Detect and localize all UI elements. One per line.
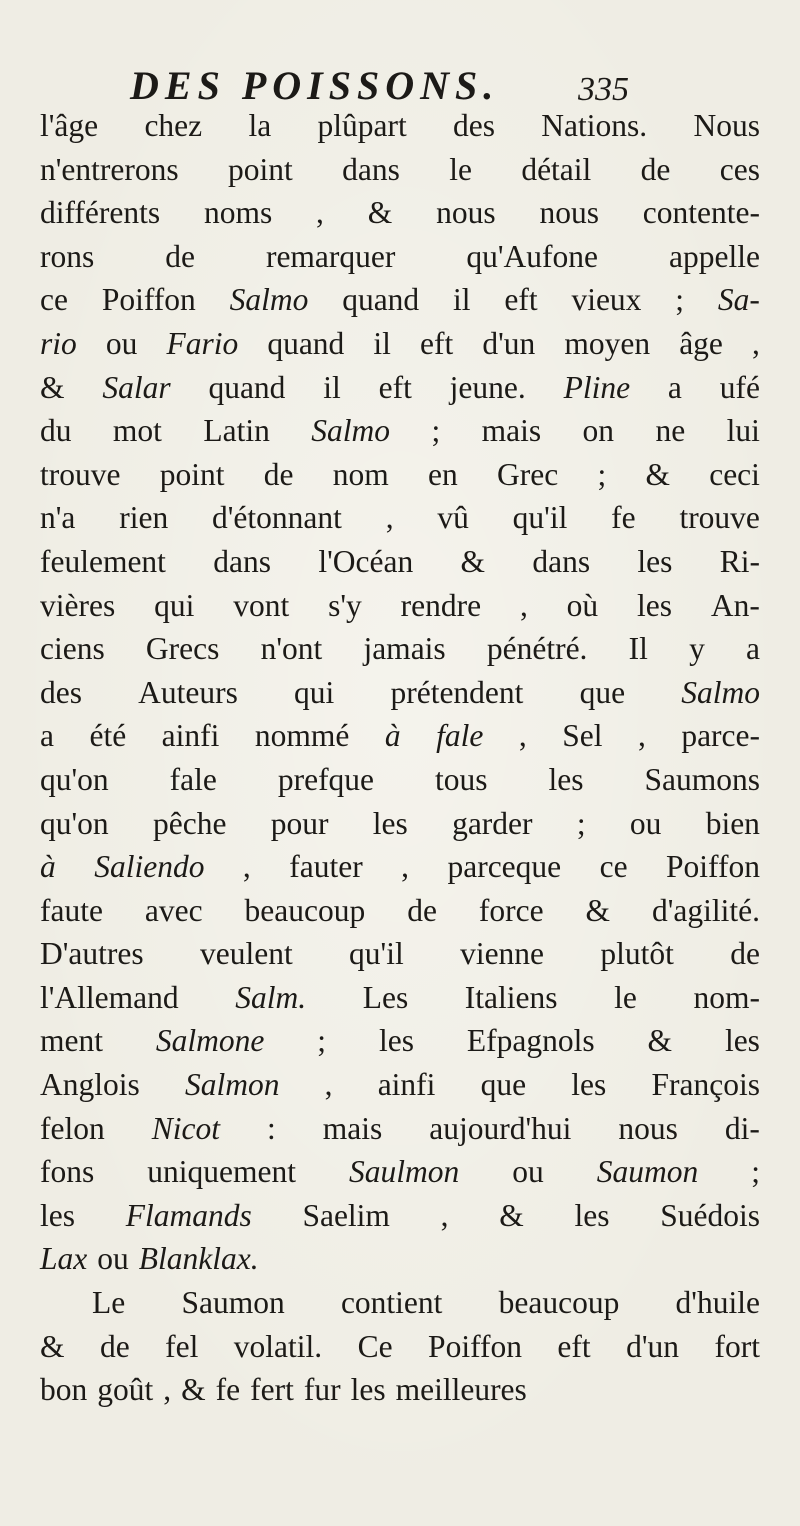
word: appelle [669, 238, 760, 274]
word: ou [97, 1241, 129, 1277]
word: remarquer [265, 238, 396, 274]
word: il [323, 369, 341, 405]
word: l'Allemand [40, 979, 179, 1015]
word: Les [362, 979, 409, 1015]
text-line [40, 322, 760, 366]
word: y [689, 631, 705, 667]
word: il [373, 325, 391, 361]
word: plûpart [317, 108, 407, 143]
word: pêche [152, 805, 227, 841]
word: on [582, 413, 615, 449]
word: vont [233, 587, 290, 623]
word: moyen [564, 325, 651, 361]
word: en [428, 456, 458, 492]
text-line [40, 409, 760, 453]
word: Nicot [151, 1110, 220, 1146]
word: point [228, 151, 293, 187]
body-text [40, 104, 760, 1504]
word: différents [40, 195, 161, 231]
word: Salmone [155, 1023, 265, 1059]
word: trouve [679, 500, 760, 536]
word: de [640, 151, 671, 187]
word: de [165, 238, 195, 274]
text-line [40, 627, 760, 671]
word: Saelim [302, 1197, 390, 1233]
word: contient [340, 1285, 443, 1321]
word: il [453, 282, 471, 318]
word: quand [342, 282, 420, 318]
word: nous [539, 195, 599, 231]
word: , [519, 587, 528, 623]
word: goût [97, 1372, 154, 1408]
word: l'Océan [318, 543, 414, 579]
word: rons [40, 238, 95, 274]
word: les [724, 1023, 760, 1059]
word: Il [628, 631, 648, 667]
word: mais [322, 1110, 383, 1146]
word: lui [726, 413, 760, 449]
text-line [40, 1150, 760, 1194]
word: détail [521, 151, 592, 187]
word: ; [431, 413, 441, 449]
text-line [40, 1107, 760, 1151]
word: bon [40, 1372, 88, 1408]
word: de [99, 1328, 130, 1364]
word: rien [119, 500, 169, 536]
word: eft [504, 282, 538, 318]
text-line [40, 540, 760, 584]
word: Anglois [40, 1067, 140, 1103]
word: les [637, 543, 673, 579]
word: mais [481, 413, 542, 449]
word: les [637, 587, 673, 623]
word: Flamands [125, 1197, 252, 1233]
word: Salm. [235, 979, 307, 1015]
word: contente- [642, 195, 760, 231]
text-line [40, 1019, 760, 1063]
page-number: 335 [578, 71, 629, 108]
word: & [645, 456, 670, 492]
word: à [384, 718, 401, 754]
word: qui [154, 587, 195, 623]
word: : [266, 1110, 276, 1146]
word: parce- [681, 718, 760, 754]
word: , [163, 1372, 172, 1408]
word: jeune. [449, 369, 526, 405]
word: Sel [562, 718, 603, 754]
word: qu'il [349, 936, 404, 972]
word: de [407, 892, 437, 928]
word: nom- [693, 979, 760, 1015]
text-line [40, 584, 760, 628]
word: Salar [102, 369, 171, 405]
word: les [548, 761, 584, 797]
word: & [585, 892, 611, 928]
word: & [181, 1372, 206, 1408]
word: Nations. [541, 108, 648, 143]
word: beaucoup [498, 1285, 620, 1321]
word: ou [512, 1154, 544, 1190]
word: d'agilité. [651, 892, 760, 928]
word: Salmo [311, 413, 391, 449]
word: n'a [40, 500, 76, 536]
word: plutôt [600, 936, 674, 972]
word: été [89, 718, 127, 754]
word: eft [420, 325, 454, 361]
text-line [40, 671, 760, 715]
word: meilleures [395, 1372, 527, 1408]
word: du [40, 413, 72, 449]
word: Ri- [719, 543, 760, 579]
word: Saulmon [348, 1154, 460, 1190]
word: qu'on [40, 761, 109, 797]
word: felon [40, 1110, 105, 1146]
text-line [40, 278, 760, 322]
word: & [40, 1328, 65, 1364]
word: Fario [166, 325, 239, 361]
word: fale [436, 718, 484, 754]
word: que [480, 1067, 527, 1103]
word: ne [655, 413, 686, 449]
word: qui [294, 674, 335, 710]
word: eft [557, 1328, 591, 1364]
word: d'étonnant [212, 500, 342, 536]
word: ment [40, 1023, 103, 1059]
word: pénétré. [486, 631, 588, 667]
text-line [40, 932, 760, 976]
word: les [378, 1023, 414, 1059]
word: & [647, 1023, 673, 1059]
word: Auteurs [138, 674, 238, 710]
word: nom [332, 456, 389, 492]
word: quand [208, 369, 286, 405]
word: ciens [40, 631, 105, 667]
word: aujourd'hui [429, 1110, 572, 1146]
word: d'un [482, 325, 536, 361]
word: vû [437, 500, 469, 536]
word: Saliendo [94, 849, 205, 885]
word: n'ont [260, 631, 323, 667]
word: bien [705, 805, 760, 841]
word: & [367, 195, 393, 231]
word: vienne [460, 936, 545, 972]
text-line [40, 802, 760, 846]
word: volatil. [233, 1328, 323, 1364]
text-line [40, 889, 760, 933]
word: ceci [709, 456, 760, 492]
word: ce [40, 282, 68, 318]
word: Saumons [644, 761, 760, 797]
word: des [40, 674, 82, 710]
word: fe [215, 1372, 241, 1408]
word: qu'il [512, 500, 568, 536]
word: fale [169, 761, 217, 797]
word: fe [611, 500, 636, 536]
word: ; [751, 1154, 760, 1190]
word: eft [378, 369, 412, 405]
word: fur [303, 1372, 341, 1408]
word: François [651, 1067, 760, 1103]
word: Lax [40, 1241, 88, 1277]
text-line [40, 976, 760, 1020]
word: les [574, 1197, 610, 1233]
word: l'âge [40, 108, 99, 143]
word: Grecs [145, 631, 220, 667]
text-line [40, 714, 760, 758]
word: Poiffon [666, 849, 760, 885]
word: d'huile [675, 1285, 760, 1321]
word: Saumon [596, 1154, 699, 1190]
word: Salmo [681, 674, 760, 710]
word: ainfi [377, 1067, 436, 1103]
word: Suédois [660, 1197, 760, 1233]
word: ces [719, 151, 760, 187]
text-line [40, 1368, 760, 1412]
word: que [579, 674, 626, 710]
word: veulent [199, 936, 293, 972]
word: Efpagnols [466, 1023, 595, 1059]
word: ; [597, 456, 607, 492]
word: pour [270, 805, 329, 841]
text-line [40, 1194, 760, 1238]
word: Latin [203, 413, 270, 449]
word: nous [618, 1110, 678, 1146]
text-line [40, 758, 760, 802]
word: , [752, 325, 760, 361]
text-line [40, 104, 760, 148]
word: ce [599, 849, 628, 885]
word: nous [436, 195, 496, 231]
word: garder [452, 805, 533, 841]
word: s'y [328, 587, 362, 623]
word: , [401, 849, 410, 885]
word: qu'on [40, 805, 109, 841]
word: Ce [357, 1328, 393, 1364]
word: où [566, 587, 599, 623]
word: fort [714, 1328, 760, 1364]
word: les [372, 805, 408, 841]
word: & [499, 1197, 524, 1233]
word: âge [679, 325, 723, 361]
word: Le [92, 1285, 126, 1321]
word: beaucoup [244, 892, 366, 928]
word: Poiffon [101, 282, 196, 318]
word: ; [317, 1023, 327, 1059]
word: la [248, 108, 272, 143]
word: ou [629, 805, 662, 841]
word: chez [144, 108, 203, 143]
word: & [460, 543, 486, 579]
word: D'autres [40, 936, 144, 972]
word: les [40, 1197, 75, 1233]
word: Italiens [464, 979, 558, 1015]
text-line [40, 1281, 760, 1325]
word: mot [112, 413, 162, 449]
word: les [571, 1067, 607, 1103]
word: les [350, 1372, 386, 1408]
word: Saumon [181, 1285, 285, 1321]
word: noms [203, 195, 273, 231]
text-line [40, 1237, 760, 1281]
word: a [40, 718, 54, 754]
word: di- [724, 1110, 760, 1146]
word: dans [213, 543, 272, 579]
word: Salmo [229, 282, 309, 318]
word: faute [40, 892, 103, 928]
word: nommé [254, 718, 350, 754]
word: rendre [400, 587, 482, 623]
word: , [385, 500, 394, 536]
word: Poiffon [428, 1328, 522, 1364]
word: de [263, 456, 294, 492]
word: n'entrerons [40, 151, 179, 187]
word: d'un [626, 1328, 680, 1364]
word: , [518, 718, 527, 754]
word: An- [710, 587, 760, 623]
word: , [316, 195, 324, 231]
word: fons [40, 1154, 95, 1190]
word: à [40, 849, 56, 885]
text-line [40, 453, 760, 497]
text-line [40, 1063, 760, 1107]
word: , [637, 718, 646, 754]
word: avec [144, 892, 203, 928]
word: dans [532, 543, 591, 579]
word: uniquement [147, 1154, 296, 1190]
word: le [614, 979, 637, 1015]
word: ainfi [161, 718, 220, 754]
word: le [449, 151, 472, 187]
word: point [159, 456, 225, 492]
word: ; [675, 282, 685, 318]
word: Salmon [184, 1067, 280, 1103]
word: tous [435, 761, 488, 797]
word: fel [165, 1328, 199, 1364]
word: Sa- [717, 282, 760, 318]
word: a [667, 369, 682, 405]
text-line [40, 191, 760, 235]
word: vieux [571, 282, 642, 318]
word: Nous [693, 108, 760, 143]
text-line [40, 845, 760, 889]
word: , [440, 1197, 449, 1233]
running-title: DES POISSONS. [130, 63, 500, 108]
text-line [40, 235, 760, 279]
word: rio [40, 325, 77, 361]
word: ou [105, 325, 138, 361]
text-line [40, 1325, 760, 1369]
word: des [453, 108, 495, 143]
word: fauter [289, 849, 363, 885]
text-line [40, 366, 760, 410]
word: , [324, 1067, 333, 1103]
word: parceque [447, 849, 562, 885]
word: qu'Aufone [466, 238, 599, 274]
word: vières [40, 587, 116, 623]
word: & [40, 369, 65, 405]
word: trouve [40, 456, 121, 492]
word: jamais [363, 631, 446, 667]
word: a [746, 631, 760, 667]
text-line [40, 148, 760, 192]
word: dans [342, 151, 400, 187]
word: prefque [277, 761, 375, 797]
word: Blanklax. [138, 1241, 259, 1277]
word: prétendent [390, 674, 524, 710]
word: force [478, 892, 544, 928]
word: Pline [563, 369, 631, 405]
word: feulement [40, 543, 166, 579]
word: de [730, 936, 760, 972]
word: fert [250, 1372, 294, 1408]
word: Grec [496, 456, 559, 492]
word: quand [267, 325, 345, 361]
text-line [40, 496, 760, 540]
word: , [242, 849, 251, 885]
word: ufé [719, 369, 760, 405]
word: ; [576, 805, 586, 841]
